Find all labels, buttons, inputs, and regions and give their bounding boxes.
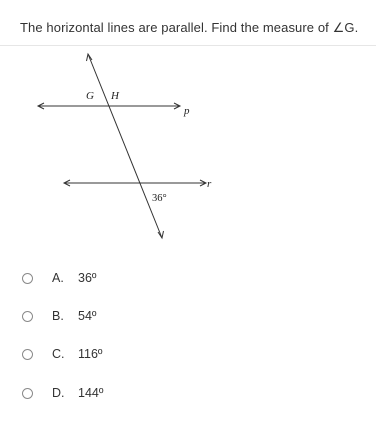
option-d-value: 144º bbox=[78, 386, 104, 400]
label-p: p bbox=[184, 105, 190, 117]
option-d[interactable] bbox=[20, 383, 220, 403]
option-c[interactable] bbox=[20, 344, 220, 364]
option-a-letter: A. bbox=[52, 271, 64, 285]
line-r bbox=[64, 180, 206, 186]
option-c-value: 116º bbox=[78, 347, 103, 361]
question-text: The horizontal lines are parallel. Find the measure of ∠G. bbox=[20, 20, 359, 35]
given-angle-label: 36° bbox=[152, 193, 167, 204]
option-b[interactable] bbox=[20, 306, 220, 326]
option-a-value: 36º bbox=[78, 271, 97, 285]
option-c-letter: C. bbox=[52, 347, 65, 361]
radio-button-d[interactable] bbox=[22, 388, 33, 399]
transversal-line bbox=[87, 54, 164, 238]
label-h: H bbox=[111, 90, 119, 102]
option-b-value: 54º bbox=[78, 309, 97, 323]
label-g: G bbox=[86, 90, 94, 102]
option-a[interactable] bbox=[20, 268, 220, 288]
radio-button-a[interactable] bbox=[22, 273, 33, 284]
option-d-letter: D. bbox=[52, 386, 65, 400]
radio-button-b[interactable] bbox=[22, 311, 33, 322]
label-r: r bbox=[207, 178, 212, 190]
radio-button-c[interactable] bbox=[22, 349, 33, 360]
option-b-letter: B. bbox=[52, 309, 64, 323]
